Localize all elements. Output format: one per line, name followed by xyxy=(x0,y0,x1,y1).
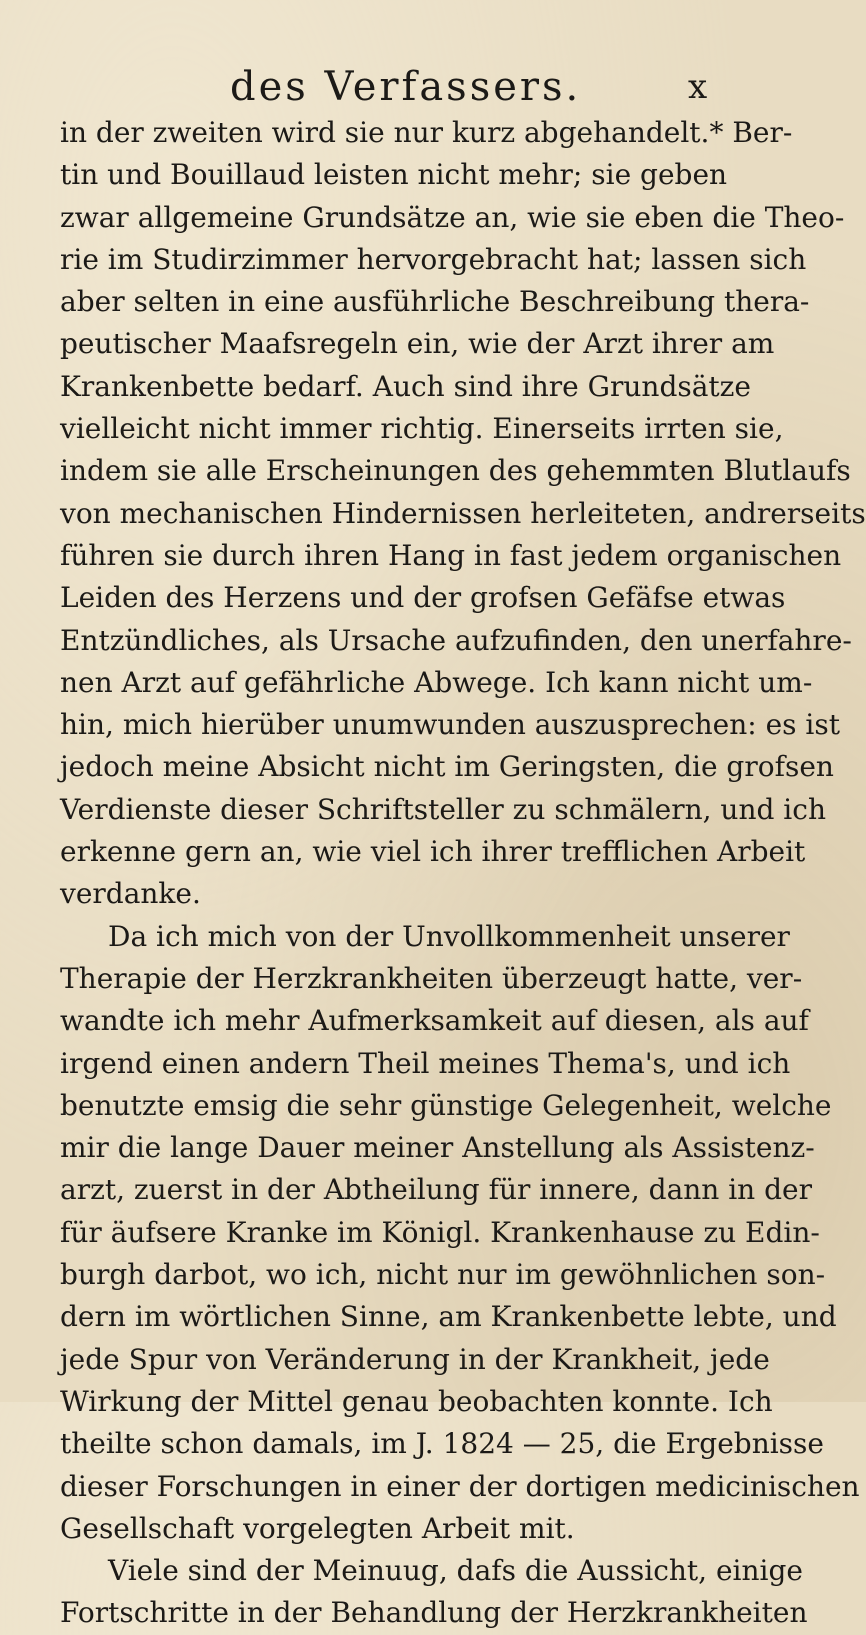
text-line: theilte schon damals, im J. 1824 — 25, die Ergebnisse xyxy=(60,1427,824,1461)
running-head xyxy=(0,62,800,112)
text-line: hin, mich hierüber unumwunden auszusprechen: es ist xyxy=(60,708,841,742)
text-line: irgend einen andern Theil meines Thema's, und ich xyxy=(60,1046,791,1080)
text-line: Therapie der Herzkrankheiten überzeugt hatte, ver- xyxy=(60,961,803,995)
text-line: indem sie alle Erscheinungen des gehemmten Blutlaufs xyxy=(60,454,851,488)
running-title: des Verfassers. xyxy=(230,64,582,110)
text-line: benutzte emsig die sehr günstige Gelegenheit, welche xyxy=(60,1088,832,1122)
text-line: dern im wörtlichen Sinne, am Krankenbette lebte, und xyxy=(60,1300,837,1334)
text-line: peutischer Maafsregeln ein, wie der Arzt ihrer am xyxy=(60,327,775,361)
text-line: nen Arzt auf gefährliche Abwege. Ich kann nicht um- xyxy=(60,665,813,699)
text-line-paragraph-start: Da ich mich von der Unvollkommenheit unserer xyxy=(108,919,790,953)
text-line: zwar allgemeine Grundsätze an, wie sie eben die Theo- xyxy=(60,200,845,234)
text-line-paragraph-end: Gesellschaft vorgelegten Arbeit mit. xyxy=(60,1511,575,1545)
page-number: x xyxy=(688,67,708,107)
text-line: in der zweiten wird sie nur kurz abgehandelt.* Ber- xyxy=(60,116,793,149)
text-line: Krankenbette bedarf. Auch sind ihre Grundsätze xyxy=(60,369,752,403)
text-line: rie im Studirzimmer hervorgebracht hat; lassen sich xyxy=(60,242,807,276)
text-line-paragraph-start: Viele sind der Meinuug, dafs die Aussicht, einige xyxy=(108,1554,803,1588)
text-line: mir die lange Dauer meiner Anstellung als Assistenz- xyxy=(60,1131,815,1165)
text-line: für äufsere Kranke im Königl. Krankenhause zu Edin- xyxy=(60,1215,820,1249)
text-line: arzt, zuerst in der Abtheilung für innere, dann in der xyxy=(60,1173,812,1207)
text-line: dieser Forschungen in einer der dortigen medicinischen xyxy=(60,1469,860,1503)
text-line: Wirkung der Mittel genau beobachten konnte. Ich xyxy=(60,1384,773,1418)
text-line: burgh darbot, wo ich, nicht nur im gewöhnlichen son- xyxy=(60,1258,826,1292)
text-line: tin und Bouillaud leisten nicht mehr; sie geben xyxy=(60,158,728,192)
text-line: wandte ich mehr Aufmerksamkeit auf diesen, als auf xyxy=(60,1004,809,1038)
text-line: führen sie durch ihren Hang in fast jedem organischen xyxy=(60,538,842,572)
text-line: jede Spur von Veränderung in der Krankheit, jede xyxy=(60,1342,770,1376)
text-line: jedoch meine Absicht nicht im Geringsten, die grofsen xyxy=(60,750,834,784)
text-line: Verdienste dieser Schriftsteller zu schmälern, und ich xyxy=(60,792,826,826)
text-line: von mechanischen Hindernissen herleiteten, andrerseits xyxy=(60,496,866,530)
body-text xyxy=(60,112,866,1635)
text-line: Entzündliches, als Ursache aufzufinden, den unerfahre- xyxy=(60,623,852,657)
text-line: Leiden des Herzens und der grofsen Gefäfse etwas xyxy=(60,581,786,615)
text-line: Fortschritte in der Behandlung der Herzkrankheiten xyxy=(60,1596,808,1630)
text-line: aber selten in eine ausführliche Beschreibung thera- xyxy=(60,285,810,319)
text-line-paragraph-end: verdanke. xyxy=(60,877,201,911)
text-line: vielleicht nicht immer richtig. Einerseits irrten sie, xyxy=(60,412,784,446)
text-line: erkenne gern an, wie viel ich ihrer trefflichen Arbeit xyxy=(60,835,806,869)
